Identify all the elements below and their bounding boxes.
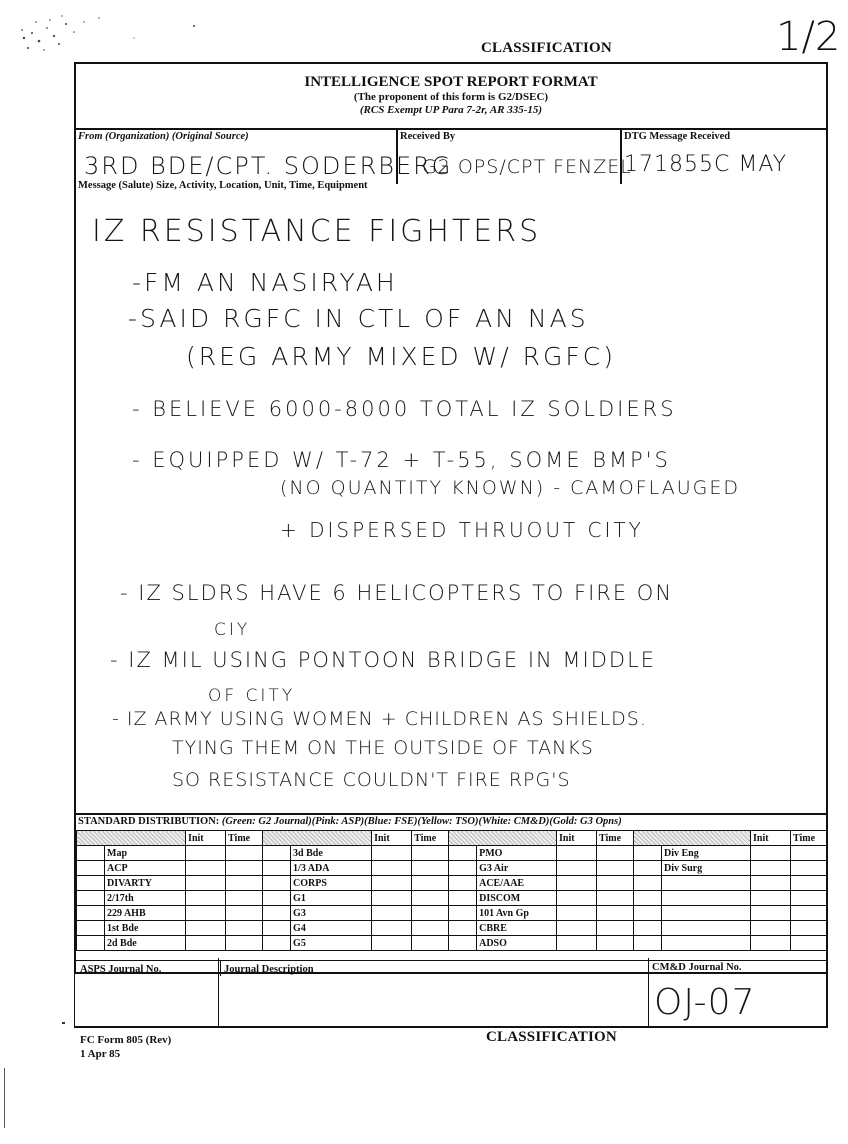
divider <box>220 960 221 976</box>
cmd-journal-label: CM&D Journal No. <box>652 962 742 973</box>
scan-noise <box>14 8 214 58</box>
table-row: 229 AHB G3 101 Avn Gp <box>77 906 828 921</box>
time-header: Time <box>226 831 263 846</box>
divider <box>76 813 826 815</box>
message-line: CIY <box>214 620 251 640</box>
table-row: 2d Bde G5 ADSO <box>77 936 828 951</box>
divider <box>218 958 219 1026</box>
table-row: DIVARTY CORPS ACE/AAE <box>77 876 828 891</box>
message-line: -FM AN NASIRYAH <box>132 268 398 297</box>
message-line: - BELIEVE 6000-8000 TOTAL IZ SOLDIERS <box>132 397 677 421</box>
message-line: SO RESISTANCE COULDN'T FIRE RPG'S <box>172 769 571 791</box>
message-line: - EQUIPPED W/ T-72 + T-55, SOME BMP'S <box>132 448 671 472</box>
scan-mark <box>4 1068 5 1128</box>
page-number: 1/2 <box>776 14 841 60</box>
form-proponent: (The proponent of this form is G2/DSEC) <box>353 91 549 103</box>
divider <box>826 958 828 1026</box>
classification-footer: CLASSIFICATION <box>486 1029 617 1045</box>
message-line: (NO QUANTITY KNOWN) - CAMOFLAUGED <box>280 477 740 499</box>
dtg-label: DTG Message Received <box>624 131 731 142</box>
from-value: 3RD BDE/CPT. SODERBERG <box>84 152 453 180</box>
init-header: Init <box>557 831 597 846</box>
received-value: G2 OPS/CPT FENZEL <box>422 156 632 178</box>
divider <box>76 128 826 130</box>
time-header: Time <box>791 831 828 846</box>
from-label: From (Organization) (Original Source) <box>78 131 249 142</box>
scan-mark <box>62 1022 65 1024</box>
init-header: Init <box>751 831 791 846</box>
message-line: - IZ MIL USING PONTOON BRIDGE IN MIDDLE <box>110 648 657 672</box>
table-header-row <box>77 831 828 846</box>
message-line: IZ RESISTANCE FIGHTERS <box>92 214 542 249</box>
message-line: OF CITY <box>208 686 296 706</box>
divider <box>74 958 75 1026</box>
message-line: -SAID RGFC IN CTL OF AN NAS <box>128 304 589 333</box>
table-row: Map 3d Bde PMO Div Eng <box>77 846 828 861</box>
form-title: INTELLIGENCE SPOT REPORT FORMAT <box>304 74 598 90</box>
time-header: Time <box>597 831 634 846</box>
spot-report-form <box>74 62 828 974</box>
message-label: Message (Salute) Size, Activity, Location, Unit, Time, Equipment <box>78 180 368 191</box>
divider <box>74 1026 828 1028</box>
distribution-label: STANDARD DISTRIBUTION: (Green: G2 Journal)(Pink: ASP)(Blue: FSE)(Yellow: TSO)(White: CM&D)(Gold: G3 Opns) <box>78 816 622 827</box>
init-header: Init <box>372 831 412 846</box>
asps-journal-label: ASPS Journal No. <box>80 964 162 975</box>
time-header: Time <box>412 831 449 846</box>
form-date: 1 Apr 85 <box>80 1048 121 1060</box>
message-line: - IZ ARMY USING WOMEN + CHILDREN AS SHIELDS. <box>112 708 647 730</box>
journal-description-label: Journal Description <box>224 964 314 975</box>
cmd-journal-value: OJ-07 <box>654 982 756 1023</box>
dtg-value: 171855C MAY <box>624 152 788 177</box>
message-line: + DISPERSED THRUOUT CITY <box>280 518 644 542</box>
table-row: ACP 1/3 ADA G3 Air Div Surg <box>77 861 828 876</box>
classification-header: CLASSIFICATION <box>481 40 612 56</box>
form-id: FC Form 805 (Rev) <box>80 1034 172 1046</box>
received-label: Received By <box>400 131 456 142</box>
divider <box>648 958 649 1026</box>
distribution-table <box>76 830 828 951</box>
message-line: (REG ARMY MIXED W/ RGFC) <box>186 342 616 371</box>
init-header: Init <box>186 831 226 846</box>
form-title-block <box>76 64 826 130</box>
form-rcs: (RCS Exempt UP Para 7-2r, AR 335-15) <box>359 104 543 116</box>
message-line: TYING THEM ON THE OUTSIDE OF TANKS <box>172 737 594 759</box>
table-row: 2/17th G1 DISCOM <box>77 891 828 906</box>
table-row: 1st Bde G4 CBRE <box>77 921 828 936</box>
divider <box>76 960 826 961</box>
message-line: - IZ SLDRS HAVE 6 HELICOPTERS TO FIRE ON <box>120 581 674 605</box>
